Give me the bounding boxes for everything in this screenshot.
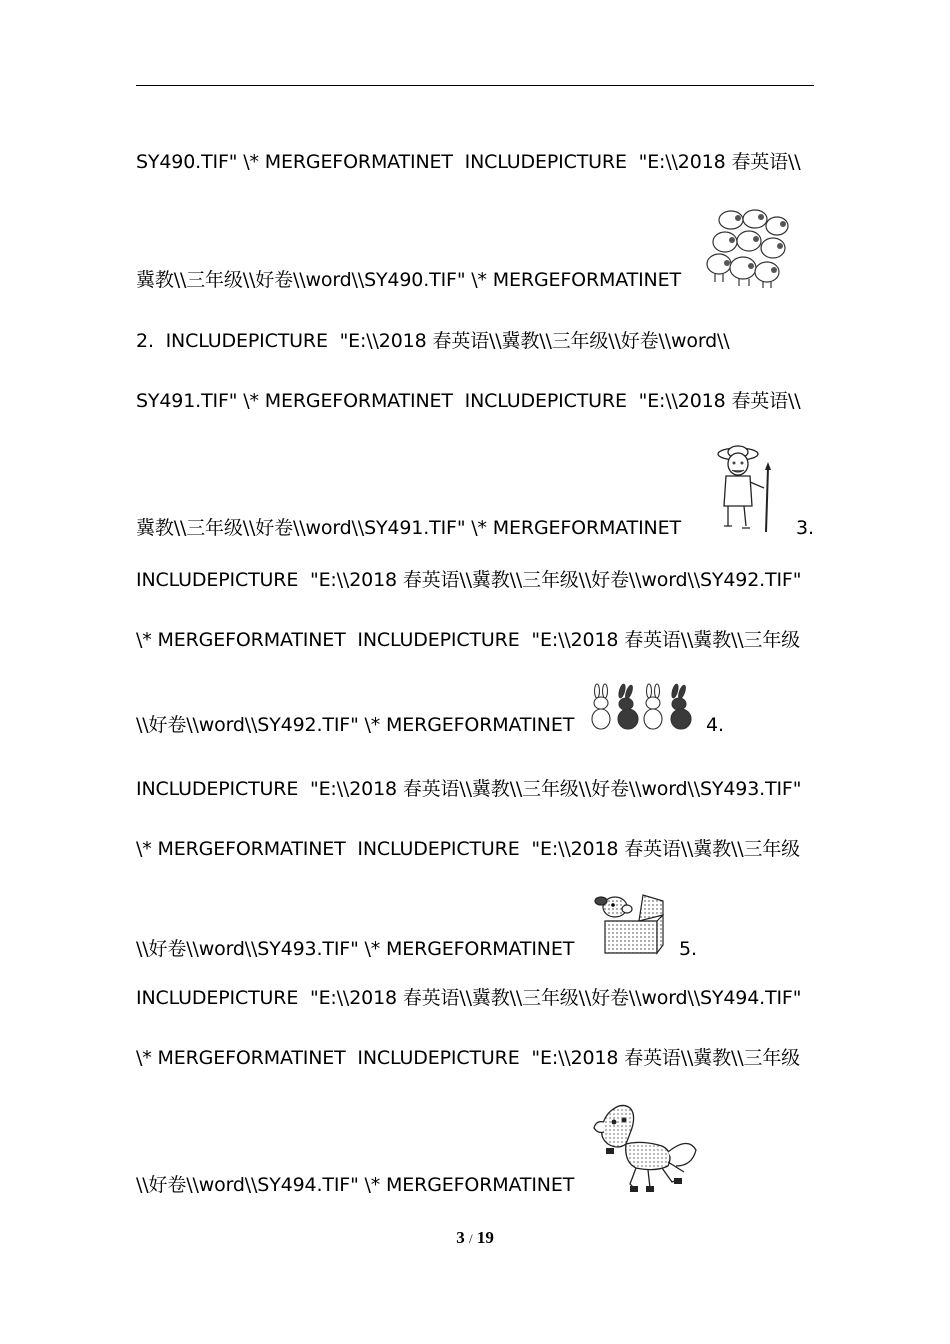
- item-number-3: 3.: [796, 517, 814, 539]
- text-line-10: \* MERGEFORMATINET INCLUDEPICTURE "E:\\2018 春英语\\冀教\\三年级: [136, 838, 801, 860]
- text-line-1: SY490.TIF" \* MERGEFORMATINET INCLUDEPICTURE "E:\\2018 春英语\\: [136, 151, 801, 173]
- text-line-4: SY491.TIF" \* MERGEFORMATINET INCLUDEPICTURE "E:\\2018 春英语\\: [136, 390, 801, 412]
- text-line-8: \\好卷\\word\\SY492.TIF" \* MERGEFORMATINET: [136, 714, 575, 736]
- box-picture: [591, 891, 665, 957]
- header-rule: [136, 85, 814, 86]
- text-line-13: \* MERGEFORMATINET INCLUDEPICTURE "E:\\2018 春英语\\冀教\\三年级: [136, 1047, 801, 1069]
- text-line-6: INCLUDEPICTURE "E:\\2018 春英语\\冀教\\三年级\\好卷\\word\\SY492.TIF": [136, 569, 802, 591]
- sheep-picture: [703, 206, 795, 292]
- item-number-5: 5.: [679, 938, 697, 960]
- item-number-4: 4.: [706, 714, 724, 736]
- text-line-7: \* MERGEFORMATINET INCLUDEPICTURE "E:\\2018 春英语\\冀教\\三年级: [136, 629, 801, 651]
- text-line-14: \\好卷\\word\\SY494.TIF" \* MERGEFORMATINET: [136, 1174, 575, 1196]
- rabbits-picture: [590, 683, 700, 731]
- text-line-11: \\好卷\\word\\SY493.TIF" \* MERGEFORMATINET: [136, 938, 575, 960]
- text-line-3: 2. INCLUDEPICTURE "E:\\2018 春英语\\冀教\\三年级\\好卷\\word\\: [136, 330, 730, 352]
- farmer-picture: [714, 444, 780, 534]
- text-line-12: INCLUDEPICTURE "E:\\2018 春英语\\冀教\\三年级\\好卷\\word\\SY494.TIF": [136, 987, 802, 1009]
- page-separator: /: [468, 1231, 473, 1246]
- current-page: 3: [456, 1228, 465, 1247]
- page-number: [0, 1228, 950, 1248]
- total-pages: 19: [476, 1228, 494, 1247]
- text-line-9: INCLUDEPICTURE "E:\\2018 春英语\\冀教\\三年级\\好卷\\word\\SY493.TIF": [136, 778, 802, 800]
- horse-picture: [592, 1100, 702, 1196]
- text-line-2: 冀教\\三年级\\好卷\\word\\SY490.TIF" \* MERGEFORMATINET: [136, 269, 681, 291]
- text-line-5: 冀教\\三年级\\好卷\\word\\SY491.TIF" \* MERGEFORMATINET: [136, 517, 681, 539]
